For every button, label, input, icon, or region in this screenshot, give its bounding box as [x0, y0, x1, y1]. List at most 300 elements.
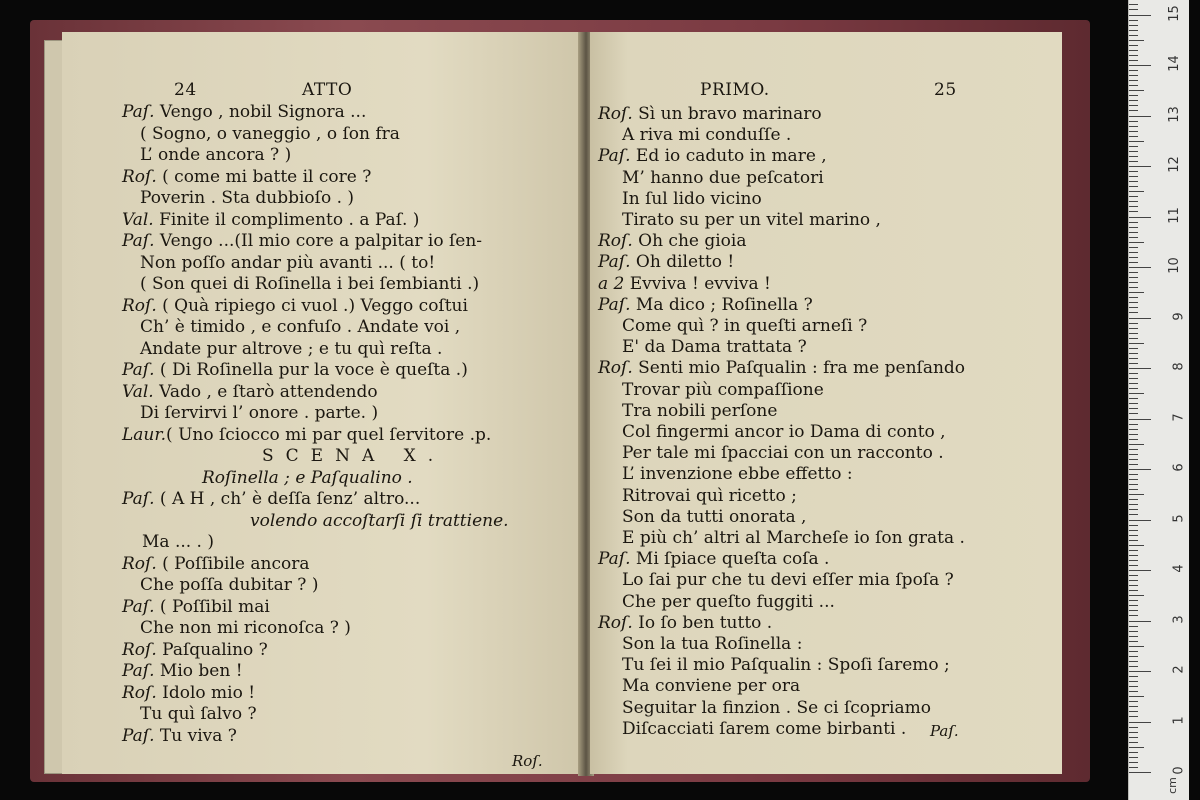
text-line: [598, 295, 813, 315]
measuring-ruler: [1128, 0, 1189, 800]
ruler-label: 0: [1171, 766, 1187, 775]
ruler-tick: [1129, 545, 1144, 546]
ruler-tick: [1129, 555, 1138, 556]
ruler-tick: [1129, 110, 1138, 111]
text-line: [140, 253, 435, 273]
line-text: Tra nobili perſone: [622, 400, 778, 421]
ruler-label: 13: [1167, 105, 1183, 123]
speaker-label: Paſ.: [122, 596, 155, 617]
line-text: Ma ... . ): [142, 532, 215, 552]
text-line: [122, 661, 243, 681]
ruler-tick: [1129, 90, 1144, 91]
text-line: [122, 102, 366, 122]
ruler-tick: [1129, 368, 1151, 369]
ruler-tick: [1129, 631, 1138, 632]
line-text: Ma dico ; Roſinella ?: [630, 294, 813, 315]
ruler-tick: [1129, 75, 1138, 76]
right-page: [590, 32, 1062, 774]
ruler-tick: [1129, 302, 1138, 303]
speaker-label: Paſ.: [122, 360, 155, 380]
ruler-tick: [1129, 35, 1138, 36]
text-line: [122, 597, 270, 617]
ruler-tick: [1129, 15, 1151, 16]
text-line: [622, 507, 806, 527]
text-line: [142, 532, 214, 552]
text-line: [598, 358, 965, 378]
ruler-tick: [1129, 413, 1138, 414]
line-text: L’ invenzione ebbe effetto :: [622, 464, 853, 485]
ruler-tick: [1129, 615, 1138, 616]
ruler-tick: [1129, 65, 1151, 66]
text-line: [598, 274, 771, 294]
ruler-tick: [1129, 146, 1138, 147]
line-text: ( come mi batte il core ?: [156, 166, 372, 187]
ruler-tick: [1129, 459, 1138, 460]
ruler-tick: [1129, 504, 1138, 505]
ruler-tick: [1129, 489, 1138, 490]
speaker-label: Paſ.: [598, 146, 631, 167]
line-text: Poverin . Sta dubbioſo . ): [140, 188, 355, 208]
line-text: Lo ſai pur che tu devi eſſer mia ſpoſa ?: [622, 570, 954, 591]
ruler-tick: [1129, 570, 1151, 571]
ruler-tick: [1129, 711, 1138, 712]
text-line: [598, 231, 747, 251]
ruler-tick: [1129, 767, 1138, 768]
text-line: [122, 683, 255, 703]
ruler-tick: [1129, 696, 1144, 697]
ruler-tick: [1129, 257, 1138, 258]
ruler-tick: [1129, 600, 1138, 601]
ruler-label: 11: [1167, 206, 1183, 224]
ruler-tick: [1129, 126, 1138, 127]
speaker-label: Paſ.: [598, 294, 631, 315]
ruler-tick: [1129, 161, 1138, 162]
line-text: Vengo , nobil Signora ...: [154, 102, 367, 122]
line-text: Paſqualino ?: [156, 639, 268, 660]
line-text: Tu quì ſalvo ?: [140, 704, 257, 724]
speaker-label: Val.: [122, 209, 154, 230]
line-text: Seguitar la finzion . Se ci ſcopriamo: [622, 697, 931, 718]
speaker-label: Paſ.: [122, 489, 155, 509]
ruler-tick: [1129, 237, 1138, 238]
ruler-tick: [1129, 469, 1151, 470]
line-text: ( Sogno, o vaneggio , o ſon fra: [140, 123, 400, 144]
ruler-tick: [1129, 590, 1138, 591]
ruler-label: 12: [1167, 156, 1183, 173]
line-text: Che per queſto fuggiti ...: [622, 591, 835, 612]
line-text: ( Uno ſciocco mi par quel ſervitore .p.: [166, 424, 492, 445]
line-text: Andate pur altrove ; e tu quì reſta .: [140, 338, 443, 359]
speaker-label: Roſ.: [598, 104, 633, 124]
speaker-label: Laur.: [122, 424, 167, 445]
ruler-tick: [1129, 85, 1138, 86]
line-text: Tu ſei il mio Paſqualin : Spoſi ſaremo ;: [622, 655, 950, 676]
text-line: [140, 618, 351, 638]
text-line: [622, 401, 777, 421]
ruler-label: 4: [1171, 564, 1187, 573]
text-line: [122, 554, 310, 574]
ruler-tick: [1129, 40, 1144, 41]
ruler-tick: [1129, 141, 1144, 142]
line-text: In ſul lido vicino: [622, 188, 762, 209]
ruler-tick: [1129, 398, 1138, 399]
line-text: ( Poſſibile ancora: [156, 553, 310, 574]
ruler-tick: [1129, 50, 1138, 51]
speaker-label: Roſ.: [598, 231, 633, 252]
ruler-tick: [1129, 136, 1138, 137]
ruler-tick: [1129, 686, 1138, 687]
text-line: [140, 339, 442, 359]
text-line: [598, 613, 772, 633]
ruler-tick: [1129, 646, 1144, 647]
text-line: [622, 655, 950, 675]
text-line: [122, 360, 468, 380]
ruler-tick: [1129, 666, 1138, 667]
ruler-tick: [1129, 312, 1138, 313]
ruler-tick: [1129, 201, 1138, 202]
text-line: [622, 443, 944, 463]
ruler-tick: [1129, 474, 1138, 475]
right-catchword: Paſ.: [930, 722, 959, 740]
ruler-label: 5: [1171, 513, 1187, 523]
ruler-tick: [1129, 252, 1138, 253]
ruler-tick: [1129, 287, 1138, 288]
ruler-tick: [1129, 171, 1138, 172]
ruler-tick: [1129, 610, 1138, 611]
text-line: [122, 296, 468, 316]
ruler-tick: [1129, 227, 1138, 228]
line-text: Ma conviene per ora: [622, 676, 801, 697]
ruler-tick: [1129, 267, 1151, 268]
text-line: [622, 337, 807, 357]
ruler-tick: [1129, 676, 1138, 677]
speaker-label: Paſ.: [598, 252, 631, 273]
ruler-tick: [1129, 100, 1138, 101]
ruler-tick: [1129, 656, 1138, 657]
ruler-tick: [1129, 484, 1138, 485]
ruler-tick: [1129, 383, 1138, 384]
ruler-tick: [1129, 323, 1138, 324]
ruler-tick: [1129, 277, 1138, 278]
ruler-tick: [1129, 247, 1138, 248]
ruler-tick: [1129, 116, 1151, 117]
ruler-tick: [1129, 70, 1138, 71]
ruler-tick: [1129, 509, 1138, 510]
speaker-label: Paſ.: [598, 549, 631, 570]
speaker-label: Roſ.: [122, 682, 157, 703]
line-text: M’ hanno due peſcatori: [622, 167, 824, 188]
left-catchword: Roſ.: [512, 752, 543, 770]
speaker-label: a 2: [598, 273, 625, 294]
line-text: volendo accoſtarſi ſi trattiene.: [250, 510, 509, 531]
ruler-tick: [1129, 408, 1138, 409]
ruler-tick: [1129, 211, 1138, 212]
ruler-tick: [1129, 282, 1138, 283]
ruler-tick: [1129, 419, 1151, 420]
ruler-tick: [1129, 449, 1138, 450]
text-line: [122, 231, 482, 251]
line-text: Tirato su per un vitel marino ,: [622, 210, 881, 230]
text-line: [122, 640, 268, 660]
ruler-tick: [1129, 514, 1138, 515]
text-line: [622, 486, 797, 506]
ruler-tick: [1129, 595, 1144, 596]
ruler-tick: [1129, 580, 1138, 581]
line-text: L’ onde ancora ? ): [140, 145, 292, 165]
speaker-label: Paſ.: [122, 231, 155, 251]
ruler-tick: [1129, 434, 1138, 435]
ruler-label: 7: [1171, 412, 1187, 422]
line-text: Non poſſo andar più avanti ... ( to!: [140, 252, 436, 273]
ruler-tick: [1129, 585, 1138, 586]
speaker-label: Roſ.: [122, 553, 157, 574]
line-text: Sì un bravo marinaro: [632, 104, 822, 124]
line-text: Di ſervirvi l’ onore . parte. ): [140, 403, 379, 423]
text-line: [598, 549, 829, 569]
text-line: [140, 575, 318, 595]
ruler-tick: [1129, 348, 1138, 349]
speaker-label: Roſ.: [122, 166, 157, 187]
ruler-tick: [1129, 60, 1138, 61]
ruler-tick: [1129, 186, 1138, 187]
line-text: Finite il complimento . a Paſ. ): [153, 209, 420, 230]
text-line: [622, 528, 965, 548]
line-text: A riva mi conduſſe .: [622, 125, 792, 146]
line-text: Che poſſa dubitar ? ): [140, 575, 319, 595]
left-page: [62, 32, 582, 774]
text-line: [140, 188, 354, 208]
ruler-unit: cm: [1166, 777, 1180, 794]
line-text: Son da tutti onorata ,: [622, 506, 807, 527]
ruler-tick: [1129, 439, 1138, 440]
ruler-tick: [1129, 535, 1138, 536]
ruler-tick: [1129, 727, 1138, 728]
line-text: E' da Dama trattata ?: [622, 337, 807, 358]
ruler-tick: [1129, 636, 1138, 637]
right-running-head: PRIMO.: [700, 80, 770, 100]
ruler-tick: [1129, 297, 1138, 298]
line-text: Roſinella ; e Paſqualino .: [202, 467, 413, 488]
ruler-tick: [1129, 191, 1144, 192]
text-line: [622, 125, 791, 145]
text-line: [598, 146, 827, 166]
text-line: [622, 676, 800, 696]
line-text: Vado , e ſtarò attendendo: [153, 381, 378, 402]
text-line: [598, 104, 822, 124]
text-line: [622, 698, 931, 718]
ruler-tick: [1129, 424, 1138, 425]
ruler-tick: [1129, 641, 1138, 642]
line-text: Ed io caduto in mare ,: [630, 146, 827, 167]
line-text: Evviva ! evviva !: [624, 273, 771, 294]
ruler-tick: [1129, 716, 1138, 717]
ruler-tick: [1129, 338, 1138, 339]
speaker-label: Paſ.: [122, 102, 155, 122]
ruler-tick: [1129, 550, 1138, 551]
ruler-tick: [1129, 626, 1138, 627]
ruler-tick: [1129, 121, 1138, 122]
ruler-tick: [1129, 444, 1144, 445]
line-text: Diſcacciati ſarem come birbanti .: [622, 718, 907, 739]
ruler-tick: [1129, 358, 1138, 359]
ruler-tick: [1129, 762, 1138, 763]
ruler-tick: [1129, 373, 1138, 374]
ruler-tick: [1129, 25, 1138, 26]
ruler-tick: [1129, 681, 1138, 682]
ruler-tick: [1129, 499, 1138, 500]
ruler-tick: [1129, 479, 1138, 480]
speaker-label: Roſ.: [122, 639, 157, 660]
line-text: ( A H , ch’ è deſſa ſenz’ altro...: [154, 489, 421, 509]
line-text: Ch’ è timido , e confuſo . Andate voi ,: [140, 317, 461, 337]
text-line: [122, 489, 420, 509]
text-line: [598, 252, 734, 272]
line-text: Senti mio Paſqualin : fra me penſando: [632, 358, 966, 379]
ruler-tick: [1129, 105, 1138, 106]
ruler-tick: [1129, 388, 1138, 389]
ruler-tick: [1129, 752, 1138, 753]
ruler-tick: [1129, 176, 1138, 177]
ruler-tick: [1129, 328, 1138, 329]
ruler-tick: [1129, 520, 1151, 521]
text-line: [122, 382, 378, 402]
ruler-tick: [1129, 565, 1138, 566]
text-line: [622, 380, 824, 400]
ruler-tick: [1129, 242, 1144, 243]
ruler-tick: [1129, 464, 1138, 465]
line-text: Col fingermi ancor io Dama di conto ,: [622, 422, 946, 442]
text-line: [122, 167, 371, 187]
ruler-tick: [1129, 701, 1138, 702]
ruler-tick: [1129, 206, 1138, 207]
ruler-tick: [1129, 20, 1138, 21]
text-line: [140, 704, 257, 724]
text-line: [122, 425, 491, 445]
text-line: [622, 316, 867, 336]
line-text: Oh che gioia: [632, 231, 747, 252]
ruler-tick: [1129, 525, 1138, 526]
ruler-tick: [1129, 9, 1138, 10]
line-text: Oh diletto !: [630, 252, 735, 273]
speaker-label: Roſ.: [598, 612, 633, 633]
text-line: [122, 726, 237, 746]
ruler-tick: [1129, 45, 1138, 46]
ruler-tick: [1129, 363, 1138, 364]
line-text: Trovar più compaſſione: [622, 379, 824, 400]
text-line: [622, 634, 802, 654]
text-line: [250, 511, 509, 531]
line-text: Io ſo ben tutto .: [632, 612, 773, 633]
text-line: [140, 124, 400, 144]
ruler-tick: [1129, 196, 1138, 197]
speaker-label: Paſ.: [122, 725, 155, 746]
text-line: [622, 592, 835, 612]
speaker-label: Roſ.: [598, 358, 633, 379]
ruler-tick: [1129, 318, 1151, 319]
line-text: ( Son quei di Roſinella i bei ſembianti .): [140, 274, 480, 294]
ruler-label: 14: [1167, 55, 1183, 72]
ruler-tick: [1129, 661, 1138, 662]
ruler-tick: [1129, 605, 1138, 606]
ruler-label: 3: [1171, 614, 1187, 624]
ruler-tick: [1129, 671, 1151, 672]
ruler-tick: [1129, 292, 1144, 293]
ruler-tick: [1129, 560, 1138, 561]
line-text: ( Poſſibil mai: [154, 596, 270, 617]
line-text: Idolo mio !: [156, 682, 256, 703]
ruler-tick: [1129, 131, 1138, 132]
ruler-label: 9: [1171, 311, 1187, 321]
speaker-label: Val.: [122, 381, 154, 402]
ruler-tick: [1129, 272, 1138, 273]
ruler-tick: [1129, 151, 1138, 152]
text-line: [202, 468, 413, 488]
line-text: Son la tua Roſinella :: [622, 634, 803, 654]
ruler-tick: [1129, 222, 1138, 223]
ruler-tick: [1129, 393, 1144, 394]
ruler-tick: [1129, 80, 1138, 81]
ruler-label: 1: [1171, 715, 1187, 725]
ruler-tick: [1129, 429, 1138, 430]
ruler-tick: [1129, 747, 1144, 748]
ruler-tick: [1129, 706, 1138, 707]
text-line: [622, 719, 906, 739]
text-line: [140, 274, 479, 294]
line-text: Tu viva ?: [154, 725, 237, 746]
ruler-tick: [1129, 156, 1138, 157]
ruler-tick: [1129, 378, 1138, 379]
ruler-tick: [1129, 181, 1138, 182]
ruler-tick: [1129, 95, 1138, 96]
line-text: Per tale mi ſpacciai con un racconto .: [622, 443, 944, 464]
text-line: [140, 145, 291, 165]
ruler-tick: [1129, 30, 1138, 31]
ruler-tick: [1129, 403, 1138, 404]
line-text: ( Quà ripiego ci vuol .) Veggo coſtui: [156, 295, 468, 316]
ruler-tick: [1129, 307, 1138, 308]
line-text: E più ch’ altri al Marcheſe io ſon grata .: [622, 528, 965, 548]
left-running-head: ATTO: [302, 80, 353, 100]
ruler-label: 6: [1171, 463, 1187, 472]
speaker-label: Paſ.: [122, 661, 155, 681]
line-text: Che non mi riconoſca ? ): [140, 618, 351, 638]
ruler-tick: [1129, 353, 1138, 354]
ruler-tick: [1129, 742, 1138, 743]
ruler-tick: [1129, 333, 1138, 334]
ruler-tick: [1129, 454, 1138, 455]
ruler-label: 8: [1171, 362, 1187, 371]
text-line: [262, 446, 445, 466]
speaker-label: Roſ.: [122, 295, 157, 316]
ruler-tick: [1129, 343, 1144, 344]
right-page-number: 25: [934, 80, 957, 100]
line-text: Come quì ? in queſti arneſi ?: [622, 316, 868, 336]
ruler-tick: [1129, 530, 1138, 531]
ruler-tick: [1129, 732, 1138, 733]
ruler-tick: [1129, 262, 1138, 263]
text-line: [622, 570, 954, 590]
text-line: [622, 168, 824, 188]
ruler-tick: [1129, 217, 1151, 218]
left-page-number: 24: [174, 80, 197, 100]
line-text: ( Di Roſinella pur la voce è queſta .): [154, 360, 468, 380]
ruler-tick: [1129, 55, 1138, 56]
ruler-tick: [1129, 691, 1138, 692]
line-text: Ritrovai quì ricetto ;: [622, 485, 797, 506]
line-text: Vengo ...(Il mio core a palpitar io ſen-: [154, 231, 483, 251]
line-text: Mi ſpiace queſta coſa .: [630, 549, 830, 570]
ruler-tick: [1129, 737, 1138, 738]
